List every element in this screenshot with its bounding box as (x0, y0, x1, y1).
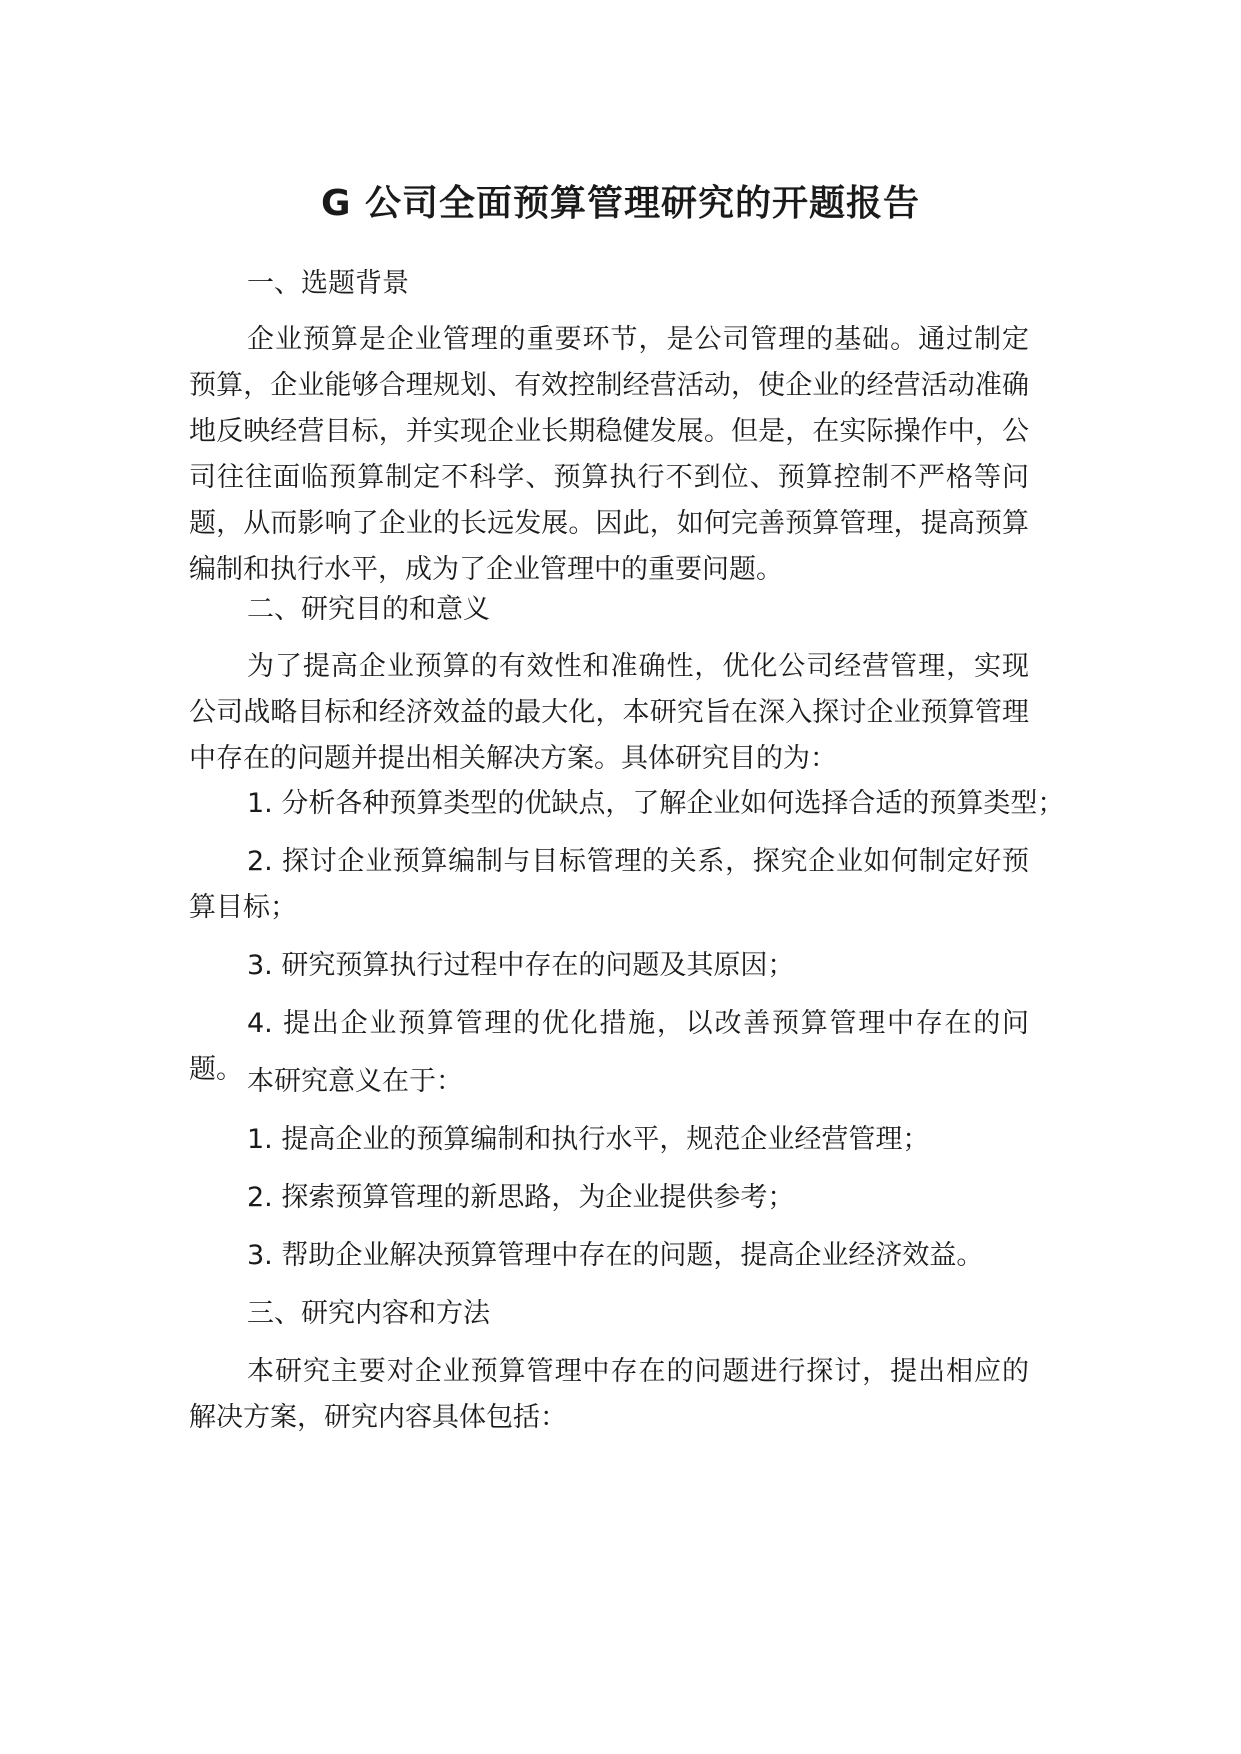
paragraph-content-method: 本研究主要对企业预算管理中存在的问题进行探讨，提出相应的解决方案，研究内容具体包括： (189, 1356, 1029, 1433)
paragraph-purpose: 为了提高企业预算的有效性和准确性，优化公司经营管理，实现公司战略目标和经济效益的最大化，本研究旨在深入探讨企业预算管理中存在的问题并提出相关解决方案。具体研究目的为： (189, 651, 1029, 774)
list-item-purpose-3: 3. 研究预算执行过程中存在的问题及其原因； (247, 950, 795, 981)
section-heading-content-method: 三、研究内容和方法 (247, 1298, 490, 1329)
paragraph-significance-intro: 本研究意义在于： (247, 1066, 463, 1097)
section-heading-purpose: 二、研究目的和意义 (247, 594, 490, 625)
list-item-purpose-2: 2. 探讨企业预算编制与目标管理的关系，探究企业如何制定好预算目标； (189, 846, 1029, 923)
list-item-purpose-1: 1. 分析各种预算类型的优缺点，了解企业如何选择合适的预算类型； (247, 788, 1065, 819)
section-heading-background: 一、选题背景 (247, 268, 409, 299)
document-title: G 公司全面预算管理研究的开题报告 (320, 183, 921, 224)
paragraph-background: 企业预算是企业管理的重要环节，是公司管理的基础。通过制定预算，企业能够合理规划、有效控制经营活动，使企业的经营活动准确地反映经营目标，并实现企业长期稳健发展。但是，在实际操作中，公司往往面临预算制定不科学、预算执行不到位、预算控制不严格等问题，从而影响了企业的长远发展。因此，如何完善预算管理，提高预算编制和执行水平，成为了企业管理中的重要问题。 (189, 324, 1029, 585)
list-item-significance-2: 2. 探索预算管理的新思路，为企业提供参考； (247, 1182, 795, 1213)
list-item-significance-3: 3. 帮助企业解决预算管理中存在的问题，提高企业经济效益。 (247, 1240, 984, 1271)
list-item-purpose-4: 4. 提出企业预算管理的优化措施，以改善预算管理中存在的问题。 (189, 1008, 1029, 1085)
list-item-significance-1: 1. 提高企业的预算编制和执行水平，规范企业经营管理； (247, 1124, 930, 1155)
